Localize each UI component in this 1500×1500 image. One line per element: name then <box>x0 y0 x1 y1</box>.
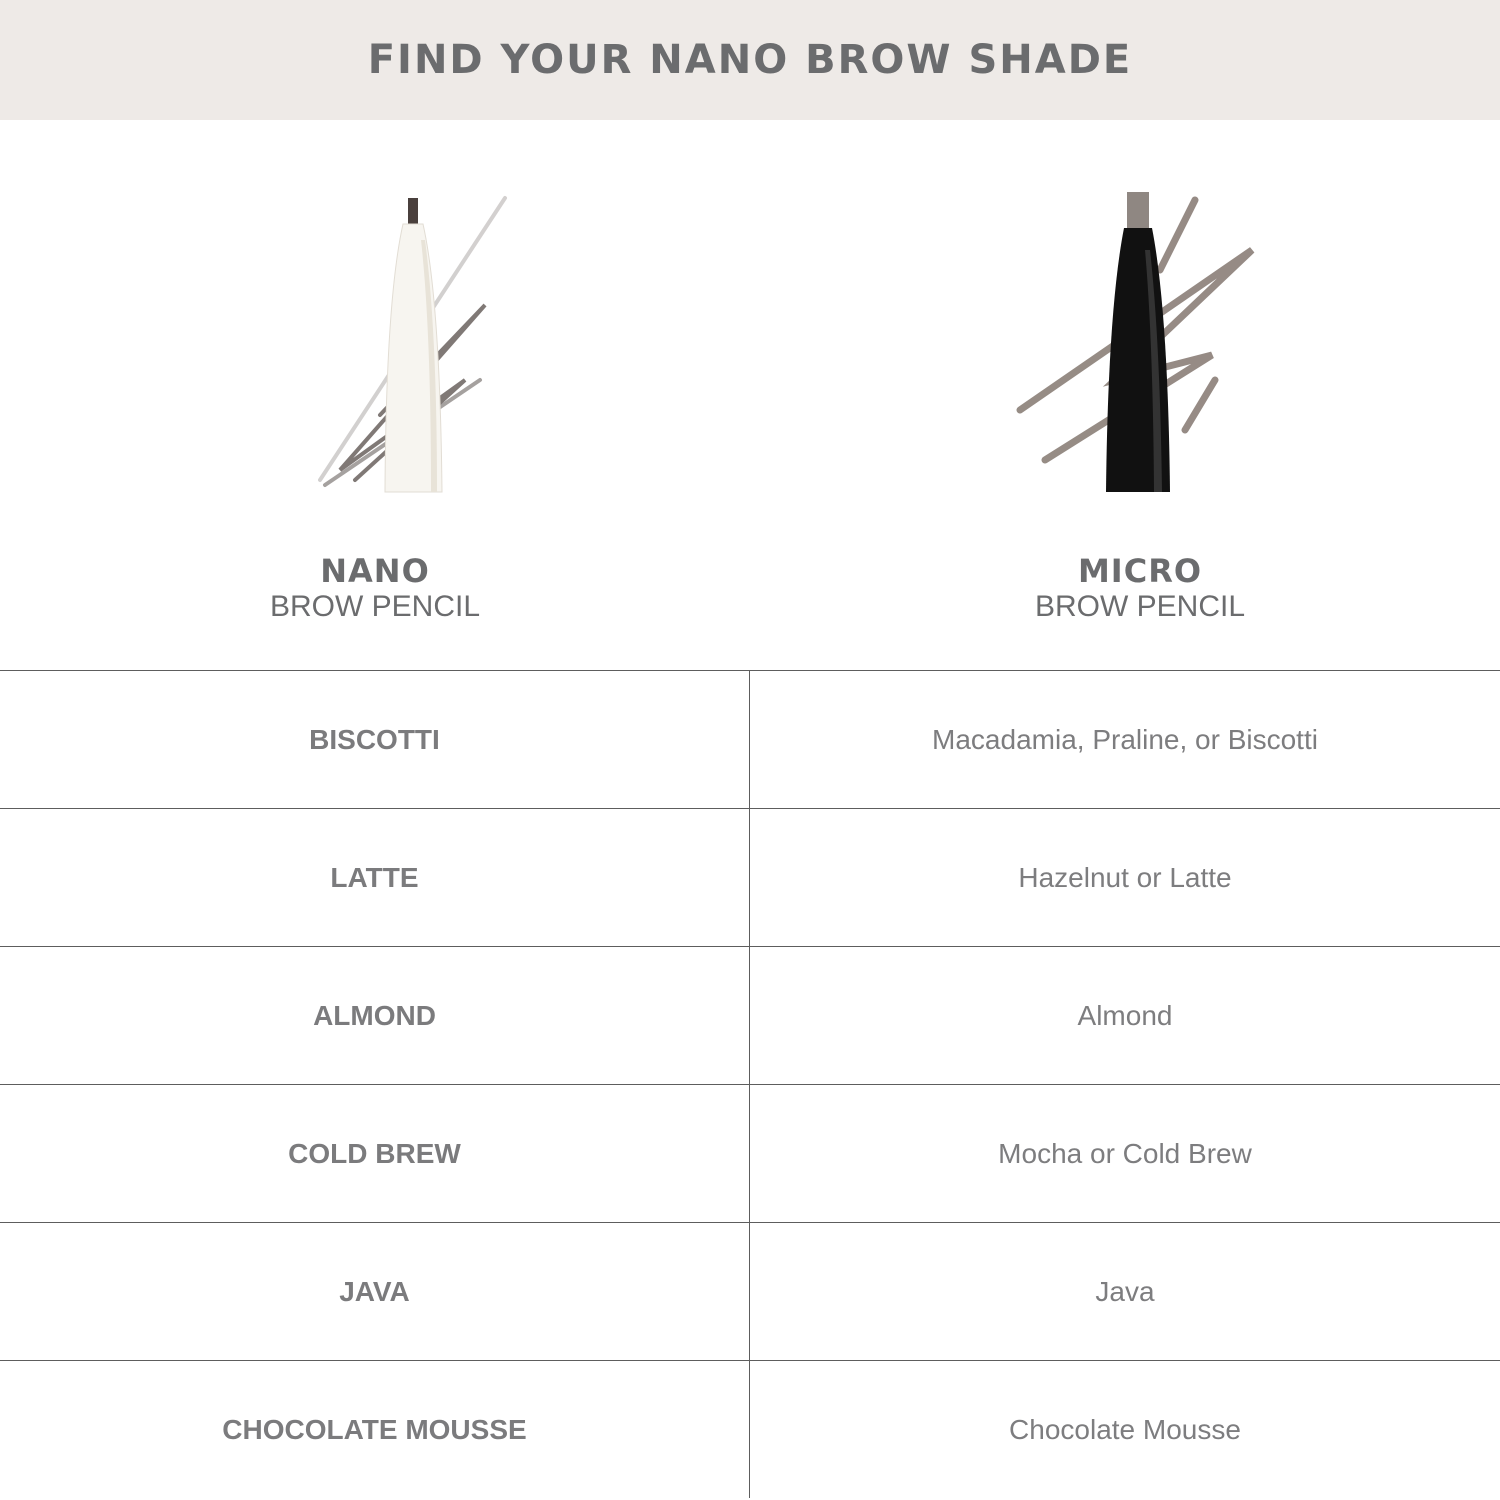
table-row <box>0 947 1500 1085</box>
shade-comparison-table <box>0 670 1500 1498</box>
micro-pencil <box>1106 192 1170 492</box>
micro-product <box>765 180 1500 650</box>
nano-shade-cell: BISCOTTI <box>0 671 750 809</box>
nano-product-name: NANO <box>320 552 430 590</box>
micro-shade-cell: Chocolate Mousse <box>750 1361 1500 1499</box>
nano-shade-cell: COLD BREW <box>0 1085 750 1223</box>
micro-product-name: MICRO <box>1077 552 1203 590</box>
table-row <box>0 1223 1500 1361</box>
nano-shade-cell: ALMOND <box>0 947 750 1085</box>
table-row <box>0 671 1500 809</box>
micro-shade-cell: Macadamia, Praline, or Biscotti <box>750 671 1500 809</box>
micro-shade-cell: Mocha or Cold Brew <box>750 1085 1500 1223</box>
nano-shade-cell: CHOCOLATE MOUSSE <box>0 1361 750 1499</box>
nano-shade-cell: LATTE <box>0 809 750 947</box>
micro-product-subtitle: BROW PENCIL <box>1034 590 1246 623</box>
table-row <box>0 809 1500 947</box>
table-row <box>0 1361 1500 1499</box>
micro-pencil-image <box>990 180 1290 500</box>
micro-shade-cell: Hazelnut or Latte <box>750 809 1500 947</box>
nano-pencil-image <box>265 180 565 500</box>
nano-product-subtitle: BROW PENCIL <box>269 590 481 623</box>
nano-pencil <box>385 198 442 492</box>
header-banner <box>0 0 1500 120</box>
page-title: FIND YOUR NANO BROW SHADE <box>367 37 1133 83</box>
micro-shade-cell: Java <box>750 1223 1500 1361</box>
nano-shade-cell: JAVA <box>0 1223 750 1361</box>
table-row <box>0 1085 1500 1223</box>
nano-product <box>40 180 790 650</box>
micro-shade-cell: Almond <box>750 947 1500 1085</box>
